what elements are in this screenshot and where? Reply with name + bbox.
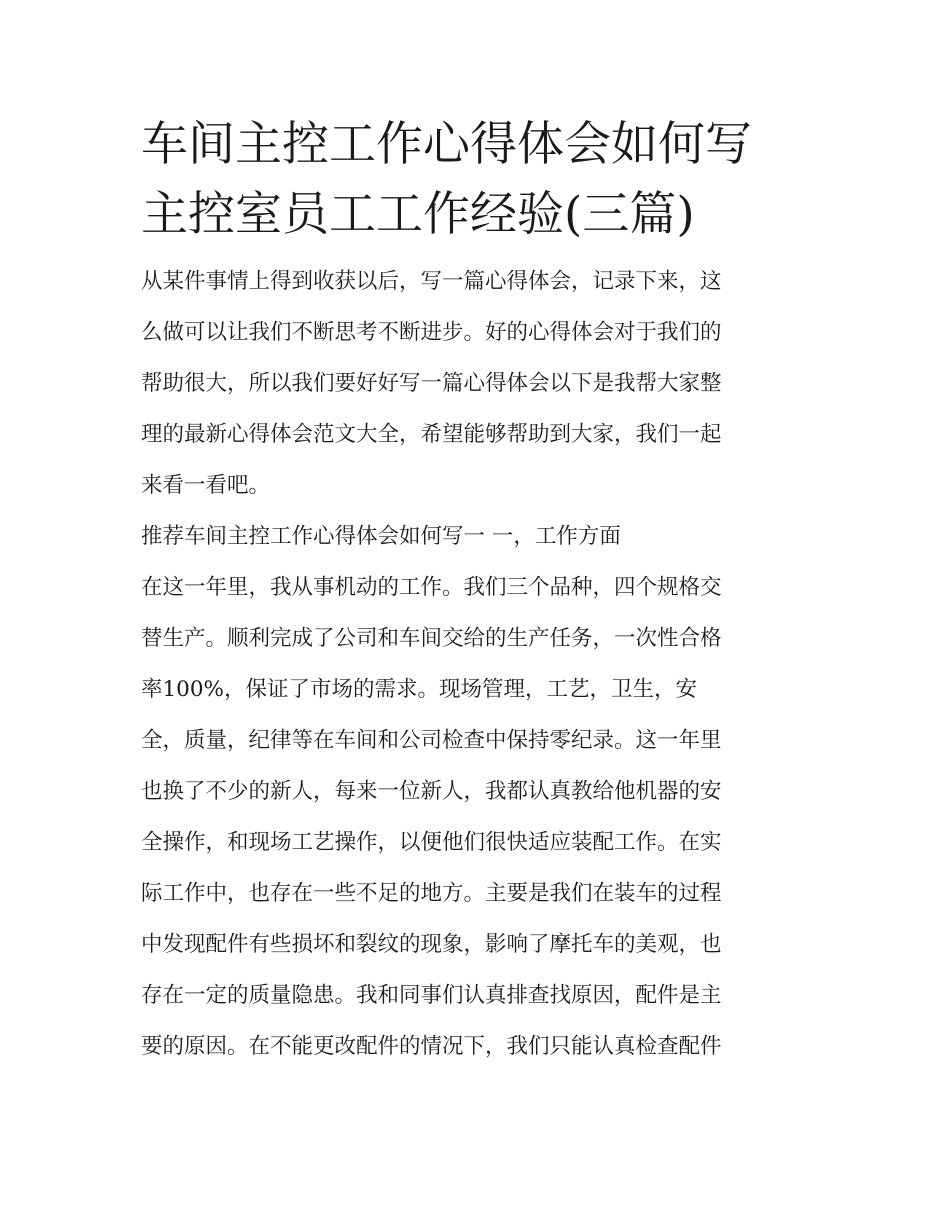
body-line: 存在一定的质量隐患。我和同事们认真排查找原因，配件是主 [141,983,722,1008]
body-line: 中发现配件有些损坏和裂纹的现象，影响了摩托车的美观，也 [141,932,722,957]
body-paragraph [141,562,813,1072]
document-title [141,110,813,250]
body-line: 全操作，和现场工艺操作，以便他们很快适应装配工作。在实 [141,830,722,855]
body-line: 全，质量，纪律等在车间和公司检查中保持零纪录。这一年里 [141,728,722,753]
title-line-2: 主控室员工工作经验(三篇) [141,187,695,242]
body-line: 替生产。顺利完成了公司和车间交给的生产任务，一次性合格 [141,626,722,651]
intro-line: 么做可以让我们不断思考不断进步。好的心得体会对于我们的 [141,320,722,345]
intro-line: 理的最新心得体会范文大全，希望能够帮助到大家，我们一起 [141,422,722,447]
document-page [141,110,813,1072]
body-line: 际工作中，也存在一些不足的地方。主要是我们在装车的过程 [141,881,722,906]
section-heading: 推荐车间主控工作心得体会如何写一 一，工作方面 [141,524,621,549]
body-line: 在这一年里，我从事机动的工作。我们三个品种，四个规格交 [141,575,722,600]
body-line: 要的原因。在不能更改配件的情况下，我们只能认真检查配件 [141,1034,722,1059]
intro-paragraph [141,256,813,511]
body-line: 也换了不少的新人，每来一位新人，我都认真教给他机器的安 [141,779,722,804]
intro-line: 从某件事情上得到收获以后，写一篇心得体会，记录下来，这 [141,269,722,294]
intro-line: 来看一看吧。 [141,473,271,498]
intro-line: 帮助很大，所以我们要好好写一篇心得体会以下是我帮大家整 [141,371,722,396]
title-line-1: 车间主控工作心得体会如何写 [141,117,752,172]
body-line: 率100%，保证了市场的需求。现场管理，工艺，卫生，安 [141,677,697,702]
